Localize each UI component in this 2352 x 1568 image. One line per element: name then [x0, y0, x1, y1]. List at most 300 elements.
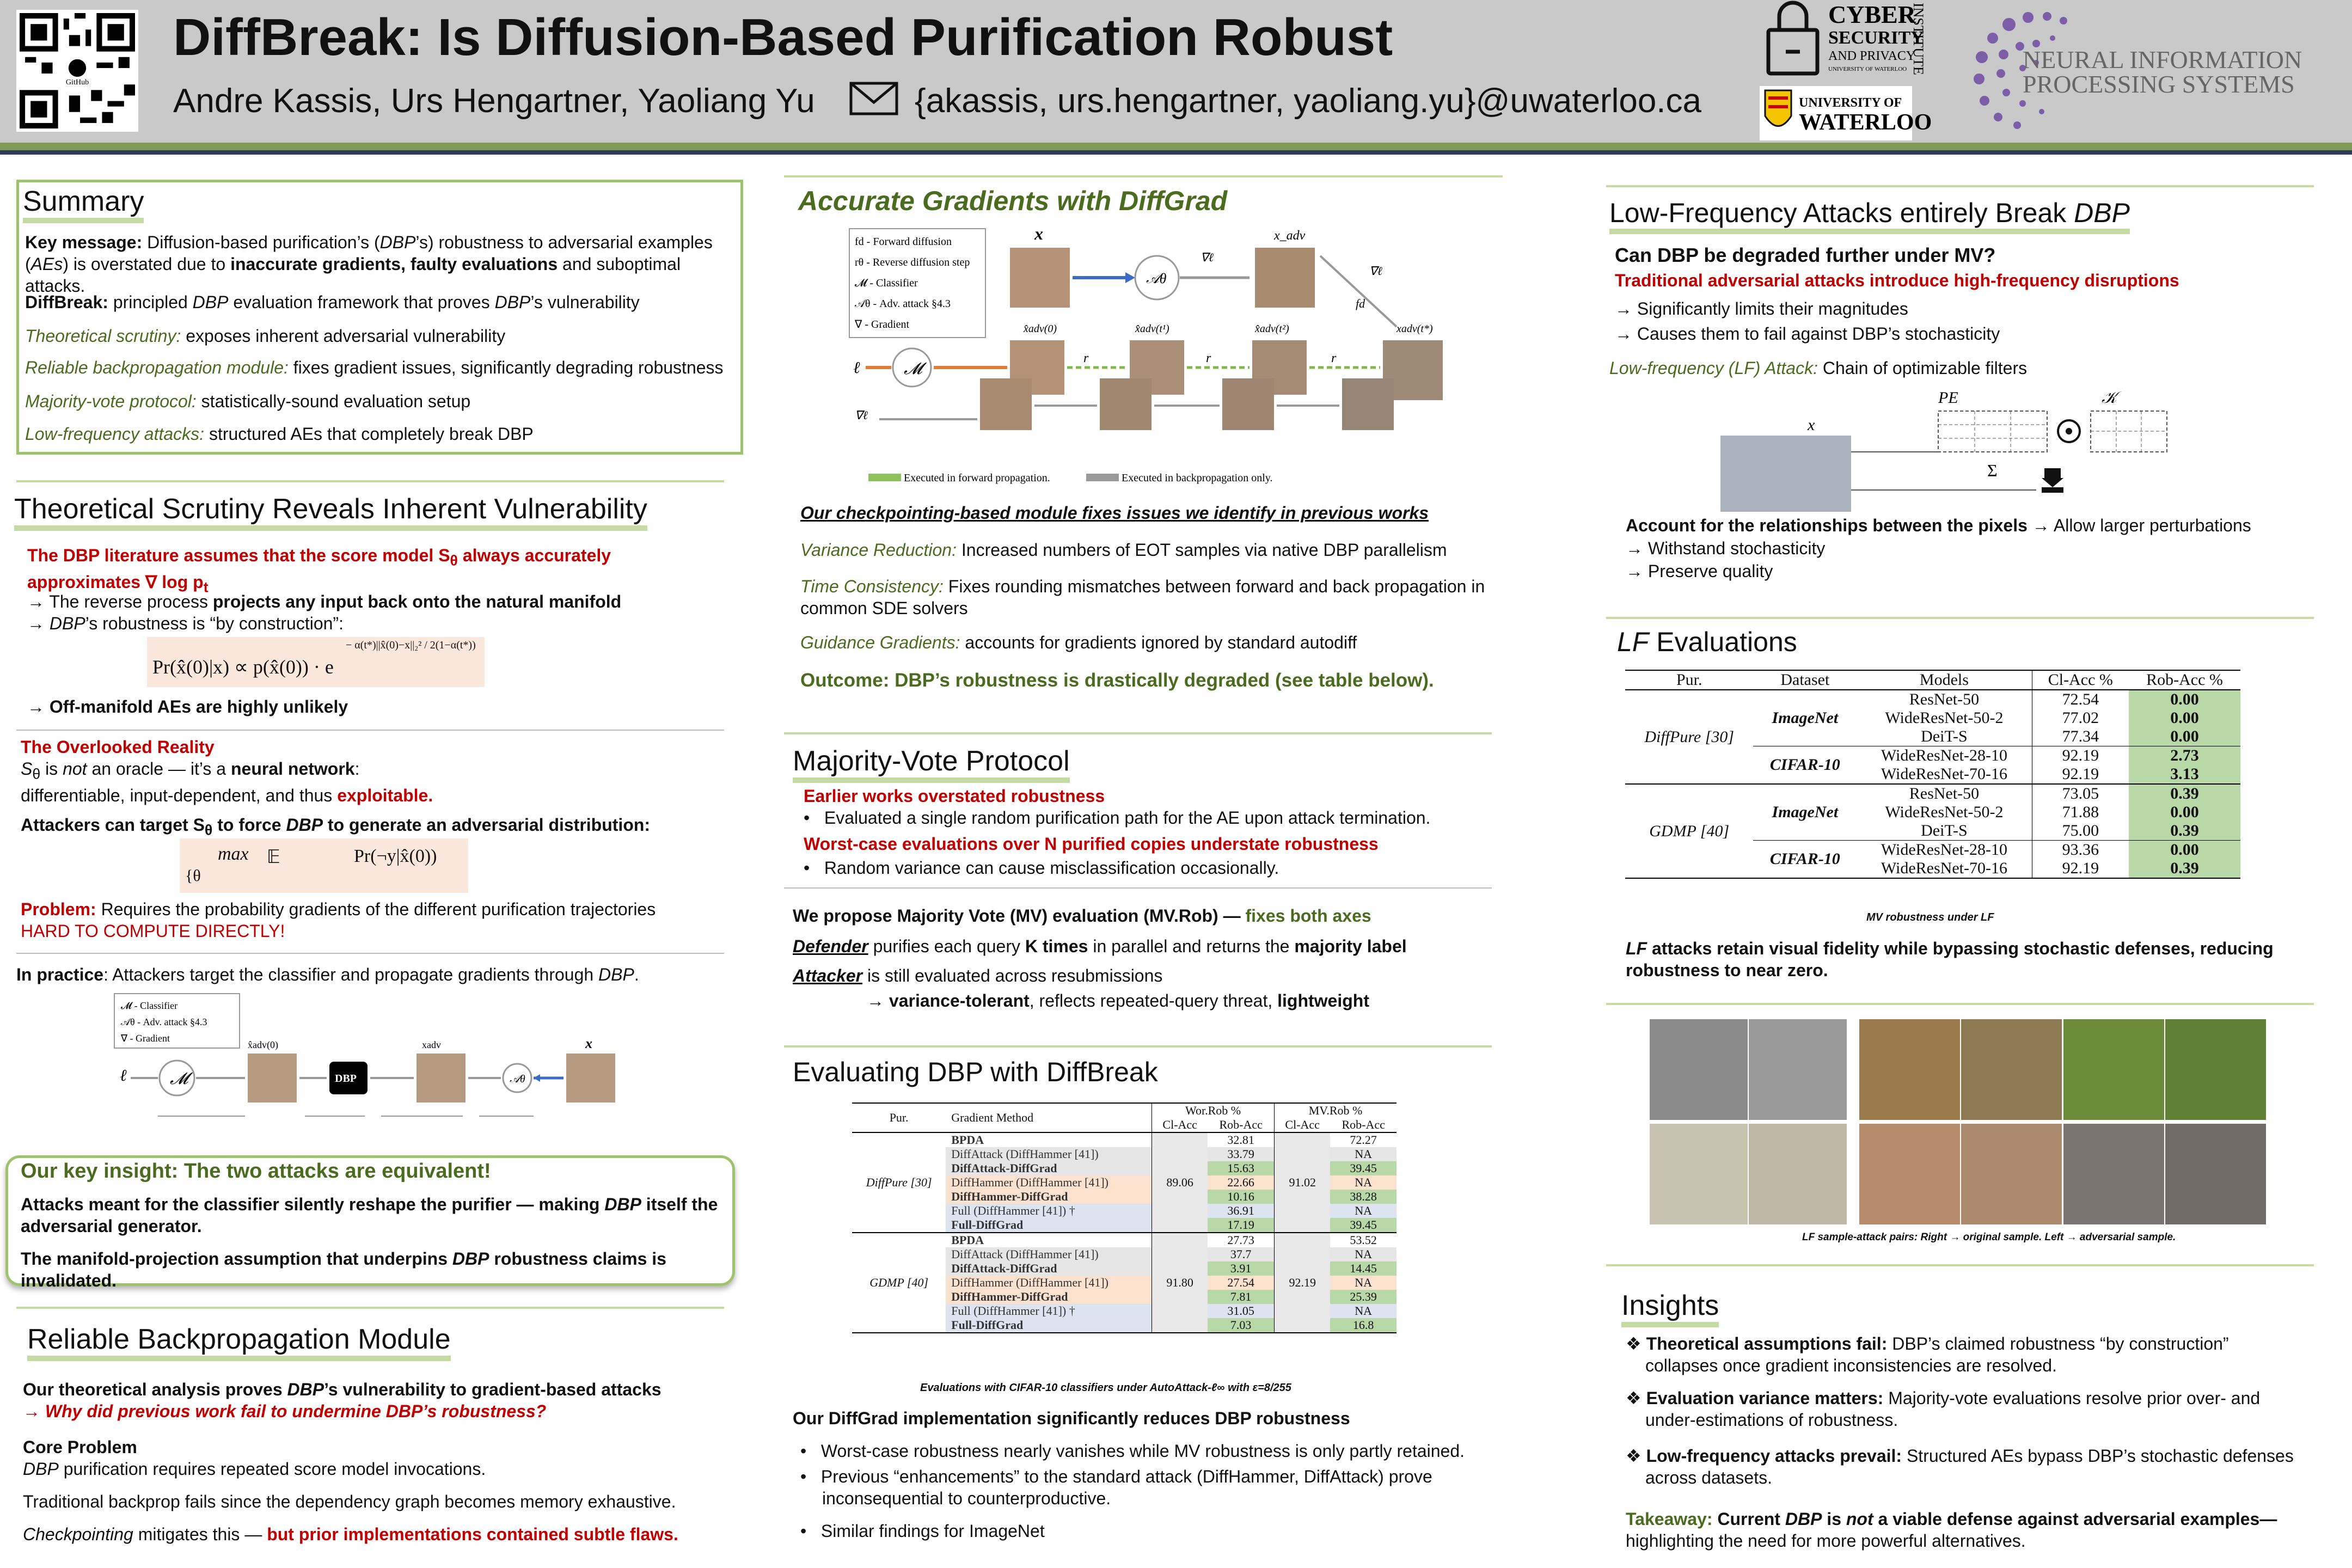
diffbreak-text: evaluation framework that proves — [228, 292, 495, 312]
text: in parallel and returns the — [1088, 936, 1295, 956]
defender-label: Defender — [793, 936, 868, 956]
cl-cell: 77.02 — [2032, 709, 2129, 727]
summary-item-text: fixes gradient issues, significantly degrading robustness — [288, 358, 724, 377]
sample-image-puppy-adv — [2063, 1124, 2164, 1224]
rob-cell: 2.73 — [2129, 746, 2240, 765]
summary-item — [25, 325, 505, 347]
insight-label: Low-frequency attacks prevail: — [1646, 1446, 1902, 1466]
method-cell: DiffHammer (DiffHammer [41]) — [946, 1276, 1152, 1290]
dbp-block-label: DBP — [335, 1073, 357, 1085]
gradient-label: ∇ℓ — [855, 408, 868, 422]
legend-forward: Executed in forward propagation. — [904, 472, 1050, 484]
col-header: Cl-Acc — [1275, 1118, 1331, 1132]
diffbreak-dbp: DBP — [192, 292, 229, 312]
diffgrad-figure — [847, 223, 1451, 493]
loss-symbol: ℓ — [120, 1067, 127, 1085]
col-header: Pur. — [1676, 671, 1702, 689]
diffbreak-text: principled — [108, 292, 193, 312]
formula-exponent: − α(t*)||x̂(0)−x||₂² / 2(1−α(t*)) — [346, 639, 476, 651]
lf-sample-caption: LF sample-attack pairs: Right → original sample. Left → adversarial sample. — [1802, 1232, 2176, 1243]
lowfreq-bullet: → Withstand stochasticity — [1626, 538, 1826, 558]
cl-cell: 93.36 — [2032, 841, 2129, 860]
cl-cell: 92.19 — [2032, 859, 2129, 878]
wor-robacc-cell: 27.73 — [1208, 1233, 1274, 1247]
sample-image-skis-orig — [1961, 1124, 2062, 1224]
wor-robacc-cell: 7.81 — [1208, 1290, 1274, 1304]
table-row — [852, 1233, 1396, 1247]
section-divider — [16, 730, 724, 731]
model-cell: DeiT-S — [1921, 822, 1968, 840]
results-table-body — [852, 1132, 1396, 1333]
sample-image-chains-adv — [1650, 1019, 1748, 1120]
summary-item-text: exposes inherent adversarial vulnerability — [181, 326, 506, 346]
formula-max: max — [218, 844, 249, 864]
purifier-cell: DiffPure [30] — [1644, 727, 1735, 746]
waterloo-logo — [1760, 86, 1932, 140]
backprop-question: → Why did previous work fail to undermine DBP’s robustness? — [23, 1401, 547, 1421]
envelope-icon — [849, 82, 898, 115]
formula-manifold — [147, 637, 485, 687]
purifier-cell: DiffPure [30] — [866, 1175, 932, 1189]
cl-cell: 92.19 — [2032, 765, 2129, 784]
col-header: MV.Rob % — [1275, 1103, 1396, 1118]
summary-diffbreak — [25, 291, 733, 313]
assume-text: The DBP literature assumes that the score model S — [27, 546, 450, 565]
sample-image-dogs-orig — [1961, 1019, 2062, 1120]
mv-clacc-cell: 91.02 — [1275, 1132, 1331, 1233]
sample-image-skis-adv — [1859, 1124, 1960, 1224]
lowfreq-figure — [1720, 387, 2178, 512]
qr-caption: GitHub — [65, 78, 89, 87]
takeaway-italic: DBP — [1785, 1509, 1822, 1529]
cyber-security-institute-logo — [1764, 0, 1927, 82]
diffbreak-dbp: DBP — [494, 292, 531, 312]
sample-image-puppy-orig — [2165, 1124, 2266, 1224]
poster-title: DiffBreak: Is Diffusion-Based Purification Robust — [173, 8, 1393, 66]
mv-robacc-cell: NA — [1330, 1276, 1396, 1290]
summary-key-message — [25, 231, 733, 297]
summary-item-label: Majority-vote protocol: — [25, 391, 197, 411]
sample-image-fruit-adv — [2063, 1019, 2164, 1120]
text: differentiable, input-dependent, and thus — [21, 786, 338, 806]
mv-clacc-cell: 92.19 — [1275, 1233, 1331, 1333]
text: → — [867, 991, 889, 1010]
bullet-text: Evaluated a single random purification path for the AE upon attack termination. — [824, 808, 1431, 828]
wor-robacc-cell: 33.79 — [1208, 1147, 1274, 1161]
method-cell: DiffAttack (DiffHammer [41]) — [946, 1247, 1152, 1261]
purified-label: x̂adv(0) — [248, 1039, 278, 1050]
lf-label: Low-frequency (LF) Attack: — [1609, 358, 1818, 378]
takeaway — [1626, 1508, 2301, 1552]
lowfreq-red: Traditional adversarial attacks introduce high-frequency disruptions — [1615, 271, 2179, 290]
header-rule — [0, 143, 2352, 150]
text-bold: K times — [1025, 936, 1088, 956]
key-label: Key message: — [25, 232, 143, 252]
text: Requires the probability gradients of the different purification trajectories — [96, 899, 656, 919]
lf-text: Chain of optimizable filters — [1817, 358, 2028, 378]
col-header: Rob-Acc % — [2146, 671, 2223, 689]
mv-robacc-cell: NA — [1330, 1204, 1396, 1218]
summary-text: attacks retain visual fidelity while bypassing stochastic defenses, reducing robustness to near zero. — [1626, 939, 2274, 980]
attackers-text — [21, 814, 650, 841]
step-image — [1222, 378, 1274, 430]
text-bold: variance-tolerant — [889, 991, 1030, 1010]
model-cell: ResNet-50 — [1909, 785, 1980, 803]
sample-image-chains-orig — [1749, 1019, 1847, 1120]
text: We propose Majority Vote (MV) evaluation (MV.Rob) — — [793, 906, 1246, 926]
backprop-title: Reliable Backpropagation Module — [27, 1323, 451, 1361]
text: to generate an adversarial distribution: — [323, 815, 651, 835]
wor-robacc-cell: 7.03 — [1208, 1318, 1274, 1333]
summary-item-label: Theoretical scrutiny: — [25, 326, 181, 346]
rob-cell: 0.00 — [2129, 841, 2240, 860]
loss-label: ℓ — [853, 359, 860, 377]
text: is — [40, 759, 63, 779]
legend-item: 𝒜θ - Adv. attack §4.3 — [121, 1016, 207, 1027]
method-cell: Full-DiffGrad — [946, 1218, 1152, 1233]
formula-expect: 𝔼 — [267, 847, 280, 867]
text: Attackers can target S — [21, 815, 205, 835]
attacker-label: Attacker — [793, 966, 863, 985]
col-header: Rob-Acc — [1342, 1118, 1385, 1131]
bullet-text: Similar findings for ImageNet — [820, 1521, 1045, 1541]
method-cell: DiffHammer-DiffGrad — [946, 1190, 1152, 1204]
lf-results-table — [1625, 670, 2240, 879]
mv-robacc-cell: 38.28 — [1330, 1190, 1396, 1204]
table-row — [1625, 784, 2240, 803]
summary-item — [25, 423, 534, 445]
attack-label: 𝒜θ — [510, 1073, 525, 1085]
waterloo-logo-line2: WATERLOO — [1799, 110, 1932, 135]
adv-dog-image — [416, 1054, 465, 1102]
text: The manifold-projection assumption that underpins — [21, 1249, 452, 1269]
dataset-cell: CIFAR-10 — [1769, 850, 1840, 868]
text-italic: DBP — [452, 1249, 489, 1269]
text-italic: DBP — [287, 1380, 324, 1399]
cl-cell: 72.54 — [2032, 690, 2129, 709]
evaluating-title-text: Evaluating DBP with DiffBreak — [793, 1057, 1158, 1087]
legend-backward: Executed in backpropagation only. — [1122, 472, 1273, 484]
rob-cell: 0.00 — [2129, 690, 2240, 709]
text: . — [634, 965, 639, 984]
clean-dog-image — [566, 1054, 615, 1102]
purifier-cell: GDMP [40] — [869, 1276, 928, 1289]
section-divider — [1606, 185, 2314, 187]
gradient-label: ∇ℓ — [1200, 250, 1214, 264]
wor-robacc-cell: 37.7 — [1208, 1247, 1274, 1261]
takeaway-text: Current — [1712, 1509, 1785, 1529]
key-dbp: DBP — [379, 232, 416, 252]
wor-robacc-cell: 32.81 — [1208, 1132, 1274, 1147]
formula-tail: Pr(¬y|x̂(0)) — [354, 846, 437, 866]
bullet-text: Random variance can cause misclassification occasionally. — [824, 858, 1279, 878]
section-divider — [784, 732, 1492, 734]
summary-item-text: structured AEs that completely break DBP — [204, 424, 534, 444]
text: : Attackers target the classifier and propagate gradients through — [103, 965, 599, 984]
majority-arrow — [867, 990, 1369, 1012]
item-text: accounts for gradients ignored by standard autodiff — [960, 633, 1357, 652]
assume-text: always accurately — [457, 546, 611, 565]
text-bold: lightweight — [1277, 991, 1369, 1010]
theory-assumption — [27, 544, 735, 598]
attack-label: 𝒜θ — [1146, 271, 1167, 286]
item-label: Time Consistency: — [800, 577, 944, 596]
method-cell: BPDA — [946, 1233, 1152, 1247]
bullet-text: ’s robustness is “by construction”: — [85, 614, 344, 633]
cl-cell: 71.88 — [2032, 803, 2129, 822]
lfeval-title — [1617, 626, 1797, 658]
mv-robacc-cell: 16.8 — [1330, 1318, 1396, 1333]
lowfreq-bullet: → Significantly limits their magnitudes — [1615, 299, 1908, 318]
section-divider — [784, 887, 1492, 889]
rd-label: r — [1206, 351, 1211, 365]
col-header: Wor.Rob % — [1152, 1103, 1275, 1118]
overlooked-title: The Overlooked Reality — [21, 737, 215, 757]
section-divider — [1606, 1264, 2314, 1266]
problem-text — [21, 898, 728, 942]
sample-image-dogs-adv — [1859, 1019, 1960, 1120]
legend-item: ∇ - Gradient — [855, 318, 910, 330]
key-text: ( — [25, 254, 31, 274]
shield-icon — [1765, 90, 1791, 126]
overlooked-text — [21, 758, 728, 806]
theory-bullet — [27, 612, 344, 634]
text-red: but prior implementations contained subtle flaws. — [267, 1524, 678, 1544]
formula-main: Pr(x̂(0)|x) ∝ p(x̂(0)) · e — [152, 656, 334, 678]
rob-cell: 0.39 — [2129, 784, 2240, 803]
insights-title: Insights — [1621, 1289, 1719, 1327]
summary-title: Summary — [23, 185, 144, 223]
lowfreq-title — [1609, 197, 2130, 234]
col-header: Cl-Acc — [1152, 1118, 1208, 1132]
text-italic: DBP — [598, 965, 634, 984]
cl-cell: 92.19 — [2032, 746, 2129, 765]
item-label: Variance Reduction: — [800, 540, 957, 560]
summary-italic: LF — [1626, 939, 1647, 958]
waterloo-logo-line1: UNIVERSITY OF — [1799, 96, 1902, 110]
wor-robacc-cell: 15.63 — [1208, 1161, 1274, 1175]
cyber-logo-side: INSTITUTE — [1910, 3, 1926, 75]
evaluating-title — [793, 1056, 1158, 1088]
bullet-text: Previous “enhancements” to the standard attack (DiffHammer, DiffAttack) prove inconsequential to counterproductive. — [820, 1467, 1432, 1508]
core-problem-text: Traditional backprop fails since the dependency graph becomes memory exhaustive. — [23, 1492, 676, 1511]
majority-red: Earlier works overstated robustness — [804, 786, 1105, 806]
text: , reflects repeated-query threat, — [1029, 991, 1278, 1010]
key-text: and suboptimal attacks. — [25, 254, 681, 296]
assume-sub: θ — [450, 552, 458, 569]
text: an oracle — it’s a — [87, 759, 231, 779]
sample-image-sheepdog-adv — [1650, 1124, 1748, 1224]
text: mitigates this — — [133, 1524, 267, 1544]
insight-item: ❖ Theoretical assumptions fail: DBP’s claimed robustness “by construction” collapses once gradient inconsistencies are resolved. — [1626, 1334, 2229, 1375]
text: Our theoretical analysis proves — [23, 1380, 287, 1399]
text-bold: majority label — [1294, 936, 1407, 956]
diffgrad-title: Accurate Gradients with DiffGrad — [798, 186, 1228, 216]
practice-label: In practice — [16, 965, 104, 984]
insight-item: ❖ Low-frequency attacks prevail: Structured AEs bypass DBP’s stochastic defenses across datasets. — [1626, 1446, 2294, 1487]
wor-clacc-cell: 91.80 — [1152, 1233, 1208, 1333]
x-label: x — [585, 1036, 592, 1051]
diffgrad-item — [800, 632, 1492, 653]
author-list: Andre Kassis, Urs Hengartner, Yaoliang Yu — [173, 82, 815, 120]
bullet-italic: DBP — [49, 614, 85, 633]
author-emails[interactable]: {akassis, urs.hengartner, yaoliang.yu}@uwaterloo.ca — [915, 82, 1702, 120]
qr-code[interactable] — [16, 10, 138, 132]
evaluating-bullet: • Similar findings for ImageNet — [800, 1521, 1045, 1541]
majority-bullet: • Random variance can cause misclassification occasionally. — [804, 858, 1279, 878]
account-text: → Allow larger perturbations — [2027, 516, 2251, 535]
item-label: Guidance Gradients: — [800, 633, 960, 652]
item-text: Fixes rounding mismatches between forward and back propagation in common SDE solvers — [800, 577, 1485, 618]
assume-sub: t — [203, 579, 209, 596]
section-divider — [784, 1045, 1492, 1048]
summary-item-text: statistically-sound evaluation setup — [196, 391, 471, 411]
diffbreak-text: ’s vulnerability — [530, 292, 640, 312]
insight-text: Structured AEs bypass DBP’s stochastic defenses across datasets. — [1645, 1446, 2294, 1487]
model-cell: WideResNet-70-16 — [1881, 859, 2007, 877]
sub: θ — [204, 822, 213, 838]
section-divider — [784, 175, 1503, 177]
majority-propose — [793, 905, 1371, 927]
s-theta: S — [21, 759, 33, 779]
mv-robacc-cell: NA — [1330, 1247, 1396, 1261]
formula-adversarial — [180, 838, 468, 893]
lowfreq-account — [1626, 514, 2251, 536]
model-cell: WideResNet-50-2 — [1885, 803, 2004, 821]
cyber-logo-sub: UNIVERSITY OF WATERLOO — [1828, 66, 1907, 72]
lf-sample-grid — [1650, 1019, 2270, 1226]
lfeval-caption: MV robustness under LF — [1866, 911, 1994, 923]
mv-robacc-cell: NA — [1330, 1147, 1396, 1161]
model-cell: WideResNet-28-10 — [1881, 746, 2007, 764]
model-cell: WideResNet-50-2 — [1885, 709, 2004, 727]
adv-label: xadv — [422, 1039, 441, 1050]
assume-text: approximates ∇ log p — [27, 572, 204, 592]
lowfreq-question: Can DBP be degraded further under MV? — [1615, 244, 1996, 266]
evaluating-subtitle: Our DiffGrad implementation significantly reduces DBP robustness — [793, 1408, 1350, 1428]
diffgrad-results-table — [852, 1102, 1396, 1333]
neurips-logo-line2: PROCESSING SYSTEMS — [2023, 70, 2295, 98]
insight-label: Theoretical assumptions fail: — [1646, 1334, 1888, 1353]
bullet-text: → — [27, 614, 50, 633]
summary-item — [25, 390, 470, 412]
takeaway-text: a viable defense against adversarial examples— — [1873, 1509, 2277, 1529]
method-cell: Full-DiffGrad — [946, 1318, 1152, 1333]
summary-item-label: Reliable backpropagation module: — [25, 358, 289, 377]
text: to force — [212, 815, 286, 835]
text: purification requires repeated score model invocations. — [58, 1459, 486, 1479]
s-theta-sub: θ — [32, 765, 41, 782]
neurips-logo-line1: NEURAL INFORMATION — [2023, 46, 2302, 74]
model-cell: WideResNet-70-16 — [1881, 765, 2007, 783]
legend-item: ∇ - Gradient — [121, 1033, 170, 1044]
majority-attacker — [793, 965, 1162, 987]
rd-label: r — [1083, 351, 1089, 365]
col-header: Pur. — [889, 1111, 909, 1124]
mv-robacc-cell: 25.39 — [1330, 1290, 1396, 1304]
takeaway-text: is — [1822, 1509, 1846, 1529]
rob-cell: 0.39 — [2129, 822, 2240, 841]
step-image — [1342, 378, 1394, 430]
text-bold: neural network — [230, 759, 355, 779]
section-divider — [16, 480, 724, 482]
summary-item — [25, 357, 724, 378]
text-italic: DBP — [286, 815, 323, 835]
evaluating-bullet: • Worst-case robustness nearly vanishes while MV robustness is only partly retained. — [800, 1441, 1465, 1461]
rob-cell: 3.13 — [2129, 765, 2240, 784]
classifier-label: 𝓜 — [170, 1070, 188, 1088]
wor-robacc-cell: 27.54 — [1208, 1276, 1274, 1290]
method-cell: DiffAttack-DiffGrad — [946, 1161, 1152, 1175]
mv-robacc-cell: 53.52 — [1330, 1233, 1396, 1247]
legend-item: 𝓜 - Classifier — [121, 1000, 178, 1011]
wor-robacc-cell: 36.91 — [1208, 1204, 1274, 1218]
rob-cell: 0.00 — [2129, 709, 2240, 727]
model-cell: DeiT-S — [1921, 727, 1968, 745]
adv-sample-image — [1255, 248, 1315, 308]
formula-under: {θ — [185, 867, 201, 885]
core-problem-text — [23, 1523, 678, 1545]
rob-cell: 0.00 — [2129, 727, 2240, 746]
face-image — [1720, 436, 1851, 512]
text: purifies each query — [868, 936, 1025, 956]
neurips-logo — [1960, 5, 2330, 136]
fig-x0-label: x̂adv(0) — [1024, 323, 1057, 335]
pe-label: PE — [1938, 389, 1958, 407]
table-row — [1625, 690, 2240, 709]
majority-bullet: • Evaluated a single random purification path for the AE upon attack termination. — [804, 808, 1431, 828]
evaluating-bullet: • Previous “enhancements” to the standard attack (DiffHammer, DiffAttack) prove inconsequential to counterproductive. — [800, 1467, 1432, 1508]
model-cell: WideResNet-28-10 — [1881, 841, 2007, 859]
majority-red: Worst-case evaluations over N purified copies understate robustness — [804, 834, 1379, 854]
diffbreak-label: DiffBreak: — [25, 292, 108, 312]
cl-cell: 77.34 — [2032, 727, 2129, 746]
method-cell: Full (DiffHammer [41]) † — [946, 1204, 1152, 1218]
col-header: Rob-Acc — [1219, 1118, 1263, 1131]
rd-label: r — [1331, 351, 1337, 365]
key-aes: AEs — [30, 254, 63, 274]
lock-icon — [1768, 3, 1817, 74]
bullet-text: Worst-case robustness nearly vanishes while MV robustness is only partly retained. — [820, 1441, 1465, 1461]
theory-title: Theoretical Scrutiny Reveals Inherent Vulnerability — [14, 493, 647, 531]
key-insight-title: Our key insight: The two attacks are equivalent! — [21, 1160, 491, 1183]
col-header: Cl-Acc % — [2032, 670, 2129, 690]
key-text: Diffusion-based purification’s ( — [147, 232, 380, 252]
text: ’s vulnerability to gradient-based attacks — [324, 1380, 661, 1399]
text: robustness claims is invalidated. — [21, 1249, 666, 1290]
problem-label: Problem: — [21, 899, 96, 919]
text: Attacks meant for the classifier silently reshape the purifier — making — [21, 1195, 605, 1214]
fig-x2-label: x̂adv(t²) — [1255, 323, 1289, 335]
lowfreq-bullet: → Preserve quality — [1626, 561, 1773, 581]
method-cell: DiffAttack-DiffGrad — [946, 1261, 1152, 1276]
text-green: fixes both axes — [1245, 906, 1371, 926]
core-problem-text — [23, 1458, 486, 1480]
section-divider — [16, 953, 724, 954]
wor-robacc-cell: 17.19 — [1208, 1218, 1274, 1233]
cyber-logo-line3: AND PRIVACY — [1828, 49, 1916, 63]
diffgrad-item — [800, 575, 1492, 619]
sample-image-fruit-orig — [2165, 1019, 2266, 1120]
method-cell: DiffHammer (DiffHammer [41]) — [946, 1175, 1152, 1190]
key-insight-text — [21, 1193, 723, 1237]
mv-robacc-cell: 39.45 — [1330, 1161, 1396, 1175]
clean-sample-image — [1010, 248, 1070, 308]
section-divider — [16, 1307, 724, 1309]
diffgrad-item — [800, 539, 1492, 561]
fig-x-label: x — [1034, 224, 1043, 243]
mv-robacc-cell: NA — [1330, 1304, 1396, 1318]
